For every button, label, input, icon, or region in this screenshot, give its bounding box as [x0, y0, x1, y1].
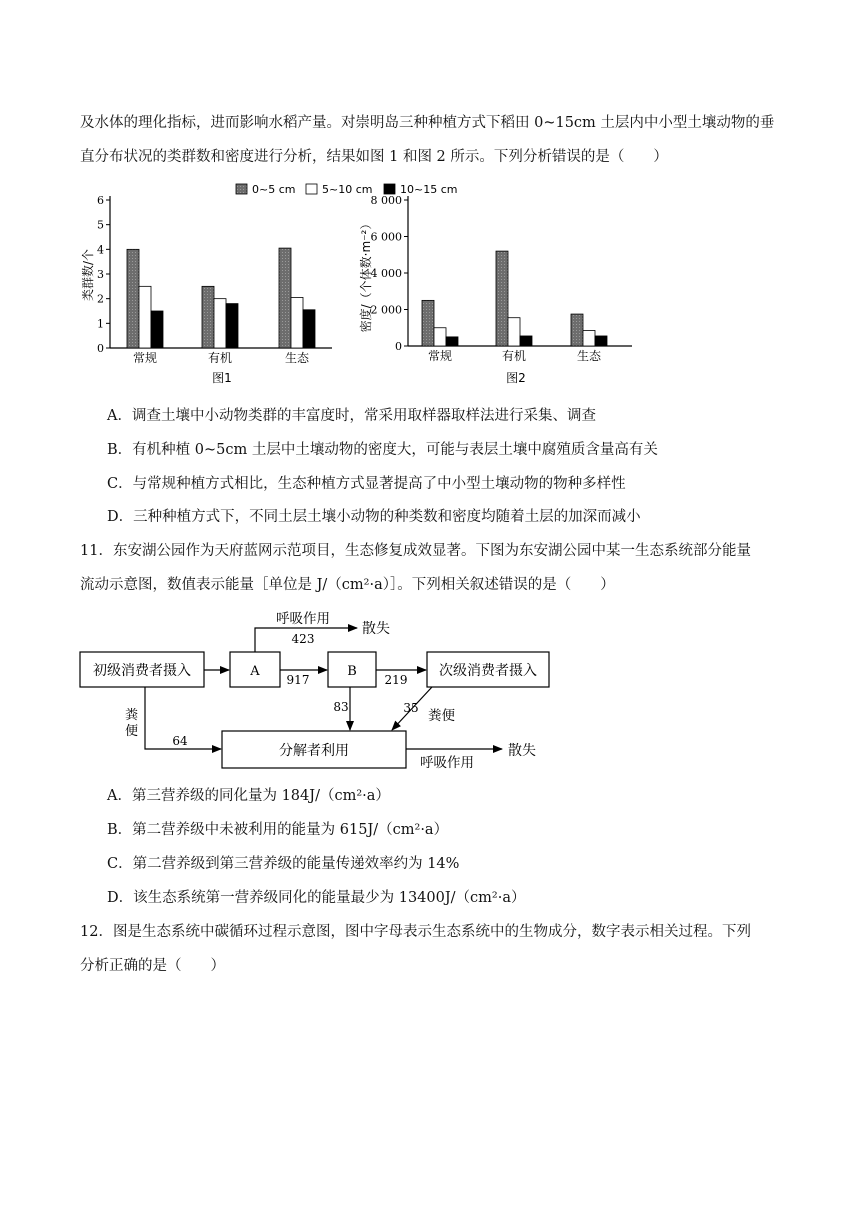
legend-label-0-5: 0~5 cm	[252, 183, 296, 196]
bar-10-15-2	[226, 304, 238, 348]
chart2-ylabel: 密度/（个体数·m⁻²）	[359, 217, 373, 333]
chart1-ylabel: 类群数/个	[81, 248, 95, 302]
y-tick-label: 1	[97, 317, 104, 331]
chart-2	[358, 194, 632, 385]
intro-line-1: 及水体的理化指标，进而影响水稻产量。对崇明岛三种种植方式下稻田 0~15cm 土层内中小型土壤动物的垂	[80, 115, 775, 131]
intro-line-2: 直分布状况的类群数和密度进行分析，结果如图 1 和图 2 所示。下列分析错误的是（ ）	[80, 149, 668, 165]
bar-10-15-3	[595, 336, 607, 346]
bar-0-5-2	[202, 286, 214, 348]
label-a: A	[250, 664, 260, 679]
bar-0-5-2	[496, 251, 508, 346]
q11-line-1: 11．东安湖公园作为天府蓝网示范项目，生态修复成效显著。下图为东安湖公园中某一生态系统部分能量	[80, 543, 751, 559]
q10-option-b: B．有机种植 0~5cm 土层中土壤动物的密度大，可能与表层土壤中腐殖质含量高有关	[107, 442, 658, 458]
bar-0-5-3	[279, 248, 291, 348]
y-tick-label: 5	[97, 218, 104, 232]
y-tick-label: 2	[97, 292, 104, 306]
q12-line-1: 12．图是生态系统中碳循环过程示意图，图中字母表示生态系统中的生物成分，数字表示相关过程。下列	[80, 924, 751, 940]
feces-left-char-2: 便	[125, 724, 139, 739]
bar-10-15-3	[303, 310, 315, 348]
label-feces-left	[125, 707, 142, 739]
value-35: 35	[403, 701, 419, 715]
legend-label-5-10: 5~10 cm	[322, 183, 373, 196]
bar-5-10-1	[139, 286, 151, 348]
bar-0-5-3	[571, 314, 583, 346]
q10-option-c: C．与常规种植方式相比，生态种植方式显著提高了中小型土壤动物的物种多样性	[107, 476, 626, 492]
y-tick-label: 4	[97, 243, 104, 257]
y-tick-label: 0	[395, 340, 402, 353]
y-tick-label: 2 000	[370, 303, 402, 317]
label-loss-top: 散失	[362, 621, 390, 637]
value-64: 64	[172, 734, 188, 748]
bar-0-5-1	[422, 300, 434, 346]
label-feces-right: 粪便	[428, 708, 455, 724]
label-secondary-consumer: 次级消费者摄入	[439, 663, 537, 679]
legend-label-10-15: 10~15 cm	[400, 183, 458, 196]
chart-1	[80, 194, 332, 385]
legend-swatch-10-15	[384, 184, 395, 194]
x-category-label: 常规	[132, 351, 158, 365]
q11-option-b: B．第二营养级中未被利用的能量为 615J/（cm²·a）	[107, 822, 449, 838]
bar-5-10-3	[291, 297, 303, 348]
x-category-label: 有机	[501, 349, 527, 363]
bar-5-10-1	[434, 328, 446, 346]
x-category-label: 常规	[427, 349, 453, 363]
value-423: 423	[291, 632, 315, 646]
chart1-title: 图1	[212, 371, 232, 385]
bar-charts	[0, 180, 860, 390]
y-tick-label: 6	[97, 194, 104, 207]
value-917: 917	[286, 673, 310, 687]
q11-option-d: D．该生态系统第一营养级同化的能量最少为 13400J/（cm²·a）	[107, 890, 526, 906]
legend-swatch-5-10	[306, 184, 317, 194]
x-category-label: 生态	[284, 351, 310, 365]
label-b: B	[347, 664, 357, 679]
bar-10-15-2	[520, 336, 532, 346]
feces-left-char-1: 粪	[125, 708, 139, 723]
value-83: 83	[333, 700, 349, 714]
chart-legend	[236, 183, 457, 196]
y-tick-label: 6 000	[370, 230, 402, 244]
bar-10-15-1	[151, 311, 163, 348]
q12-line-2: 分析正确的是（ ）	[80, 958, 225, 974]
q11-line-2: 流动示意图，数值表示能量［单位是 J/（cm²·a）］。下列相关叙述错误的是（ ）	[80, 577, 615, 593]
y-tick-label: 3	[97, 268, 104, 281]
label-primary-consumer: 初级消费者摄入	[93, 663, 191, 679]
bar-5-10-2	[508, 318, 520, 346]
bar-5-10-2	[214, 299, 226, 348]
y-tick-label: 4 000	[370, 267, 402, 280]
q10-option-a: A．调查土壤中小动物类群的丰富度时，常采用取样器取样法进行采集、调查	[107, 408, 596, 424]
y-tick-label: 0	[97, 342, 104, 355]
energy-flow-diagram	[0, 605, 860, 785]
label-decomposer: 分解者利用	[279, 743, 349, 759]
bar-10-15-1	[446, 337, 458, 346]
bar-5-10-3	[583, 330, 595, 346]
label-respiration-top: 呼吸作用	[276, 611, 330, 627]
legend-swatch-0-5	[236, 184, 247, 194]
label-loss-bottom: 散失	[508, 743, 536, 759]
x-category-label: 有机	[207, 351, 233, 365]
chart2-title: 图2	[506, 371, 526, 385]
q10-option-d: D．三种种植方式下，不同土层土壤小动物的种类数和密度均随着土层的加深而减小	[107, 509, 641, 525]
x-category-label: 生态	[576, 349, 602, 363]
q11-option-c: C．第二营养级到第三营养级的能量传递效率约为 14%	[107, 856, 460, 872]
label-respiration-bottom: 呼吸作用	[420, 755, 474, 771]
value-219: 219	[384, 673, 408, 687]
y-tick-label: 8 000	[370, 194, 402, 207]
q11-option-a: A．第三营养级的同化量为 184J/（cm²·a）	[107, 788, 390, 804]
bar-0-5-1	[127, 249, 139, 348]
